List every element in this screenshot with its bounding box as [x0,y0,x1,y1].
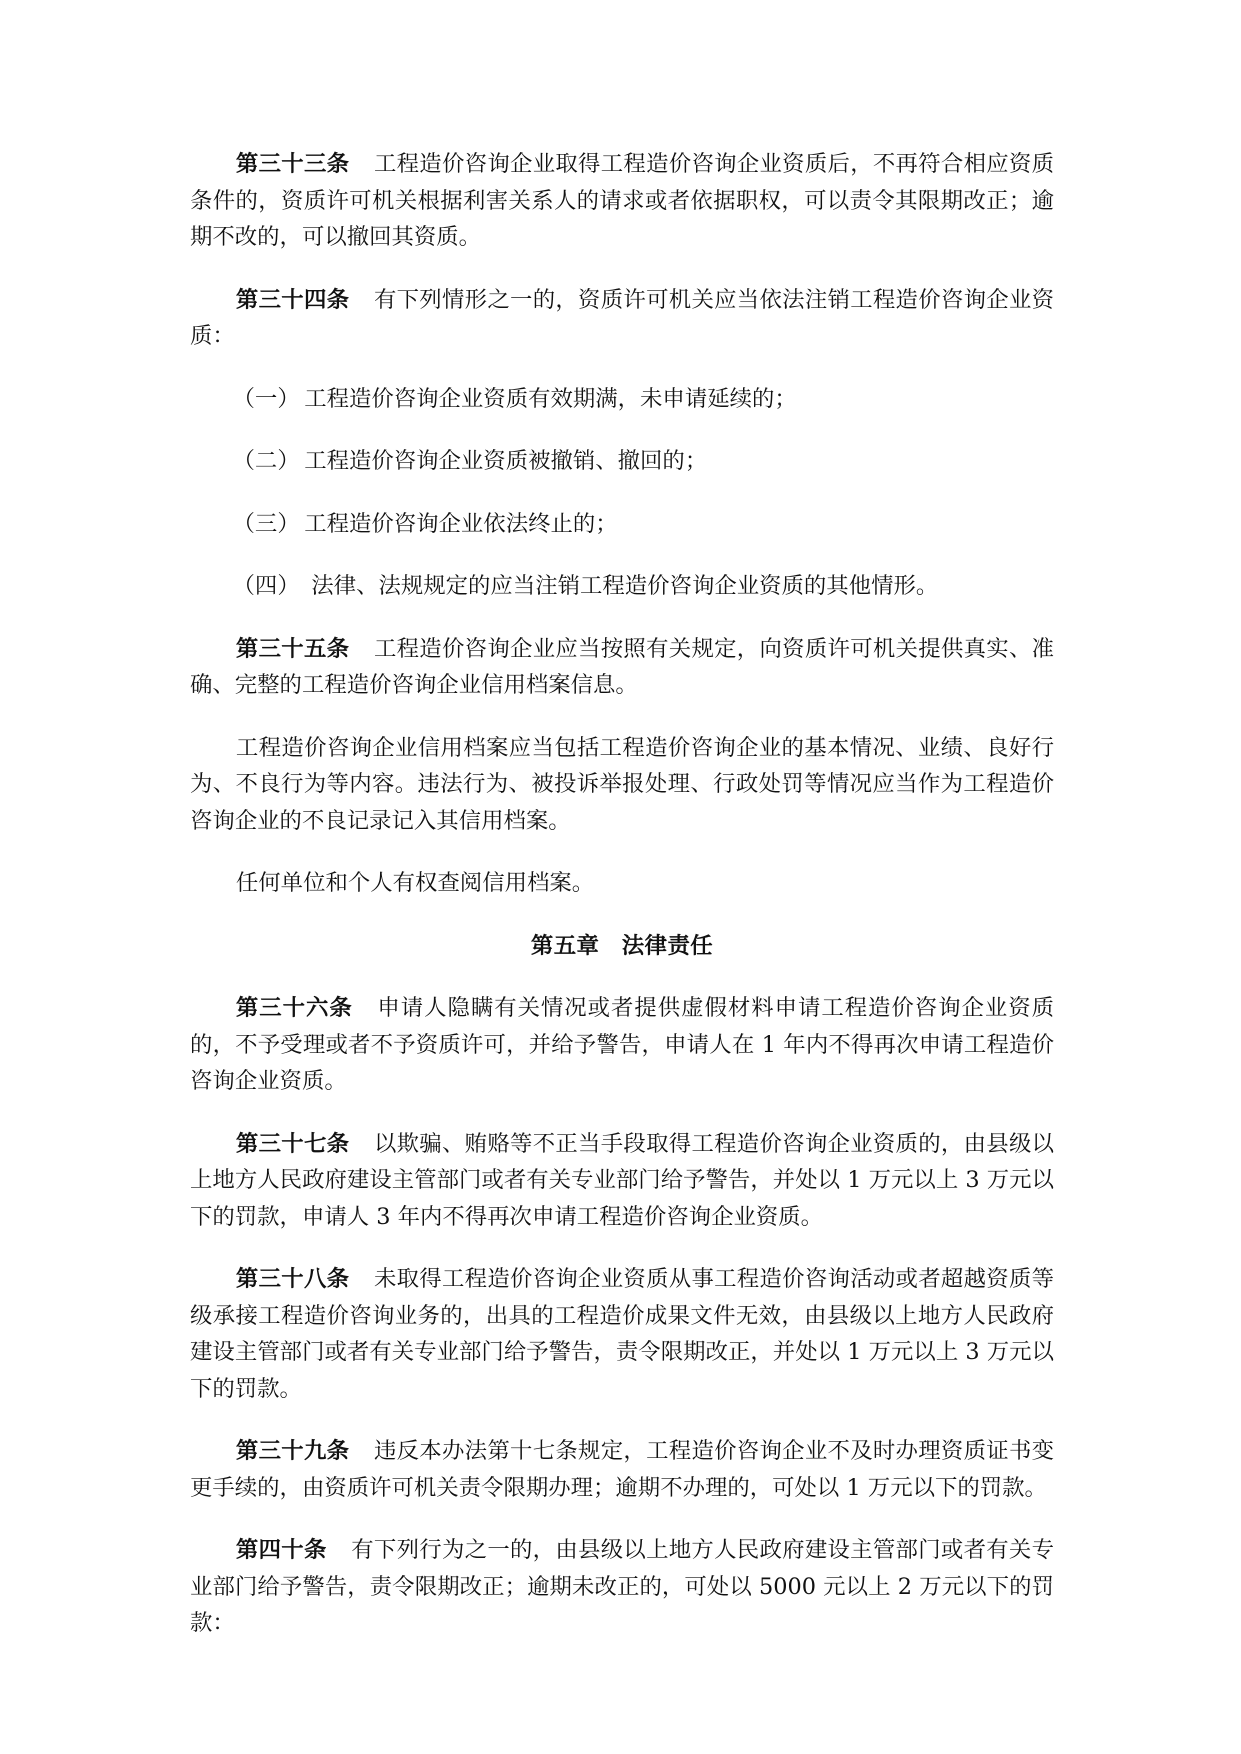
list-item [190,568,1054,605]
item-text: 法律、法规规定的应当注销工程造价咨询企业资质的其他情形。 [304,573,939,599]
document-page [190,146,1054,1668]
article-38 [190,1261,1054,1407]
article-text: 工程造价咨询企业应当按照有关规定，向资质许可机关提供真实、准确、完整的工程造价咨询企业信用档案信息。 [190,635,1055,698]
chapter-title: 法律责任 [621,932,714,959]
article-number: 第三十五条 [235,635,350,662]
article-number: 第三十九条 [235,1438,350,1464]
article-35 [190,631,1054,704]
article-number: 第三十六条 [235,995,353,1021]
item-text: 工程造价咨询企业依法终止的； [304,510,618,537]
article-number: 第三十八条 [235,1266,350,1292]
article-text: 工程造价咨询企业取得工程造价咨询企业资质后，不再符合相应资质条件的，资质许可机关根据利害关系人的请求或者依据职权，可以责令其限期改正；逾期不改的，可以撤回其资质。 [190,151,1055,250]
article-text: 以欺骗、贿赂等不正当手段取得工程造价咨询企业资质的，由县级以上地方人民政府建设主管部门或者有关专业部门给予警告，并处以 1 万元以上 3 万元以下的罚款，申请人 3 年内不得再次申请工程造价咨询企业资质。 [190,1130,1055,1230]
article-text: 未取得工程造价咨询企业资质从事工程造价咨询活动或者超越资质等级承接工程造价咨询业务的，出具的工程造价成果文件无效，由县级以上地方人民政府建设主管部门或者有关专业部门给予警告，责令限期改正，并处以 1 万元以上 3 万元以下的罚款。 [190,1266,1055,1402]
article-text: 违反本办法第十七条规定，工程造价咨询企业不及时办理资质证书变更手续的，由资质许可机关责令限期办理；逾期不办理的，可处以 1 万元以下的罚款。 [190,1438,1055,1501]
item-text: 工程造价咨询企业资质有效期满，未申请延续的； [304,385,797,412]
article-number: 第三十三条 [235,151,350,177]
item-number: （三） [232,510,300,537]
list-item [190,381,1054,418]
article-36 [190,990,1054,1100]
article-35-paragraph-2: 工程造价咨询企业信用档案应当包括工程造价咨询企业的基本情况、业绩、良好行为、不良行为等内容。违法行为、被投诉举报处理、行政处罚等情况应当作为工程造价咨询企业的不良记录记入其信用档案。 [190,734,1054,834]
item-number: （四） [232,573,300,599]
article-number: 第三十七条 [235,1130,350,1157]
article-text: 申请人隐瞒有关情况或者提供虚假材料申请工程造价咨询企业资质的，不予受理或者不予资质许可，并给予警告，申请人在 1 年内不得再次申请工程造价咨询企业资质。 [190,995,1055,1094]
article-text: 有下列情形之一的，资质许可机关应当依法注销工程造价咨询企业资质： [190,286,1055,349]
article-number: 第四十条 [235,1537,327,1563]
article-35-paragraph-3: 任何单位和个人有权查阅信用档案。 [235,870,595,896]
list-item [190,506,1054,543]
item-number: （二） [232,448,300,474]
article-34 [190,282,1054,355]
chapter-heading [190,928,1054,965]
article-number: 第三十四条 [235,286,350,313]
list-item [190,443,1054,480]
chapter-number: 第五章 [530,932,600,959]
item-number: （一） [232,385,300,412]
article-40 [190,1532,1054,1642]
item-text: 工程造价咨询企业资质被撤销、撤回的； [304,448,708,474]
article-39 [190,1433,1054,1506]
article-37 [190,1126,1054,1236]
article-text: 有下列行为之一的，由县级以上地方人民政府建设主管部门或者有关专业部门给予警告，责令限期改正；逾期未改正的，可处以 5000 元以上 2 万元以下的罚款： [190,1537,1055,1636]
article-33 [190,146,1054,256]
